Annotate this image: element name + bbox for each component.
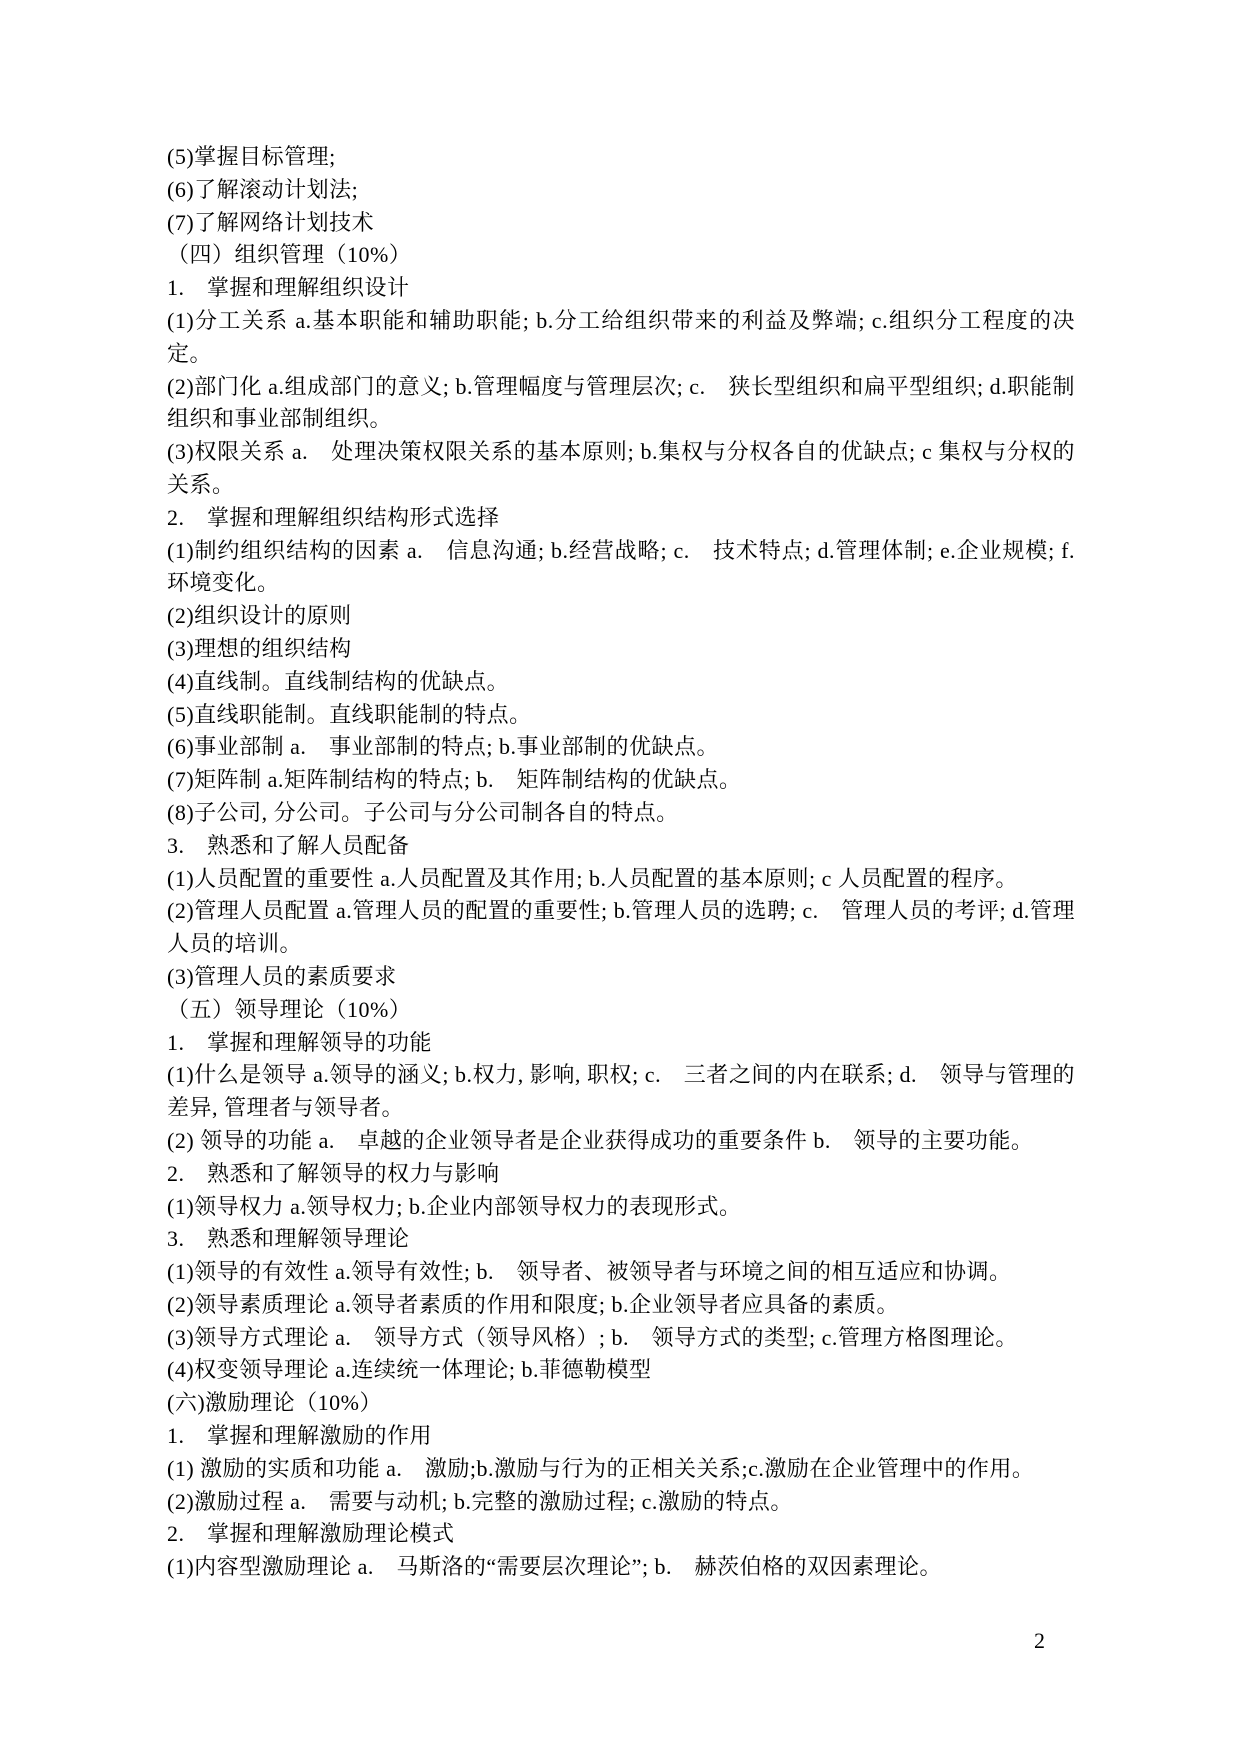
paragraph: (3)权限关系 a. 处理决策权限关系的基本原则; b.集权与分权各自的优缺点; c 集权与分权的关系。 — [167, 439, 1075, 497]
paragraph: 3. 熟悉和了解人员配备 — [167, 832, 410, 858]
paragraph: (6)事业部制 a. 事业部制的特点; b.事业部制的优缺点。 — [167, 734, 720, 760]
paragraph: (1)分工关系 a.基本职能和辅助职能; b.分工给组织带来的利益及弊端; c.组织分工程度的决定。 — [167, 307, 1075, 366]
page-number: 2 — [1034, 1628, 1045, 1653]
paragraph: (1) 激励的实质和功能 a. 激励;b.激励与行为的正相关关系;c.激励在企业管理中的作用。 — [167, 1455, 1035, 1481]
paragraph: 3. 熟悉和理解领导理论 — [167, 1226, 410, 1252]
paragraph: (六)激励理论（10%） — [167, 1390, 382, 1416]
paragraph: (2) 领导的功能 a. 卓越的企业领导者是企业获得成功的重要条件 b. 领导的主要功能。 — [167, 1127, 1034, 1153]
paragraph: (1)人员配置的重要性 a.人员配置及其作用; b.人员配置的基本原则; c 人员配置的程序。 — [167, 865, 1018, 891]
paragraph: (1)领导的有效性 a.领导有效性; b. 领导者、被领导者与环境之间的相互适应和协调。 — [167, 1259, 1012, 1285]
paragraph: （四）组织管理（10%） — [167, 242, 412, 268]
paragraph: (7)矩阵制 a.矩阵制结构的特点; b. 矩阵制结构的优缺点。 — [167, 767, 742, 793]
paragraph: (2)组织设计的原则 — [167, 603, 352, 629]
paragraph: (2)管理人员配置 a.管理人员的配置的重要性; b.管理人员的选聘; c. 管理人员的考评; d.管理人员的培训。 — [167, 898, 1075, 957]
paragraph: (2)激励过程 a. 需要与动机; b.完整的激励过程; c.激励的特点。 — [167, 1488, 793, 1514]
paragraph: (3)领导方式理论 a. 领导方式（领导风格）; b. 领导方式的类型; c.管理方格图理论。 — [167, 1324, 1018, 1350]
paragraph: (1)内容型激励理论 a. 马斯洛的“需要层次理论”; b. 赫茨伯格的双因素理论。 — [167, 1554, 943, 1580]
paragraph: 1. 掌握和理解激励的作用 — [167, 1423, 433, 1449]
paragraph: (5)掌握目标管理; — [167, 144, 336, 169]
paragraph: 1. 掌握和理解组织设计 — [167, 275, 410, 301]
paragraph: 1. 掌握和理解领导的功能 — [167, 1029, 433, 1055]
paragraph: (5)直线职能制。直线职能制的特点。 — [167, 701, 532, 727]
paragraph: (4)权变领导理论 a.连续统一体理论; b.菲德勒模型 — [167, 1357, 652, 1383]
paragraph: 2. 掌握和理解激励理论模式 — [167, 1521, 455, 1547]
paragraph: (6)了解滚动计划法; — [167, 176, 359, 202]
paragraph: (1)什么是领导 a.领导的涵义; b.权力, 影响, 职权; c. 三者之间的内在联系; d. 领导与管理的差异, 管理者与领导者。 — [167, 1062, 1075, 1121]
document-body — [167, 141, 1098, 1584]
paragraph: 2. 熟悉和了解领导的权力与影响 — [167, 1160, 500, 1186]
paragraph: (8)子公司, 分公司。子公司与分公司制各自的特点。 — [167, 799, 679, 825]
paragraph: (7)了解网络计划技术 — [167, 209, 375, 235]
paragraph: (4)直线制。直线制结构的优缺点。 — [167, 668, 510, 694]
paragraph: (3)管理人员的素质要求 — [167, 963, 397, 989]
paragraph: (2)部门化 a.组成部门的意义; b.管理幅度与管理层次; c. 狭长型组织和扁平型组织; d.职能制组织和事业部制组织。 — [167, 373, 1075, 432]
paragraph: 2. 掌握和理解组织结构形式选择 — [167, 504, 500, 530]
paragraph: (2)领导素质理论 a.领导者素质的作用和限度; b.企业领导者应具备的素质。 — [167, 1291, 900, 1317]
paragraph: (1)制约组织结构的因素 a. 信息沟通; b.经营战略; c. 技术特点; d.管理体制; e.企业规模; f. 环境变化。 — [167, 537, 1098, 596]
paragraph: (3)理想的组织结构 — [167, 635, 352, 661]
paragraph: （五）领导理论（10%） — [167, 996, 412, 1022]
paragraph: (1)领导权力 a.领导权力; b.企业内部领导权力的表现形式。 — [167, 1193, 742, 1219]
